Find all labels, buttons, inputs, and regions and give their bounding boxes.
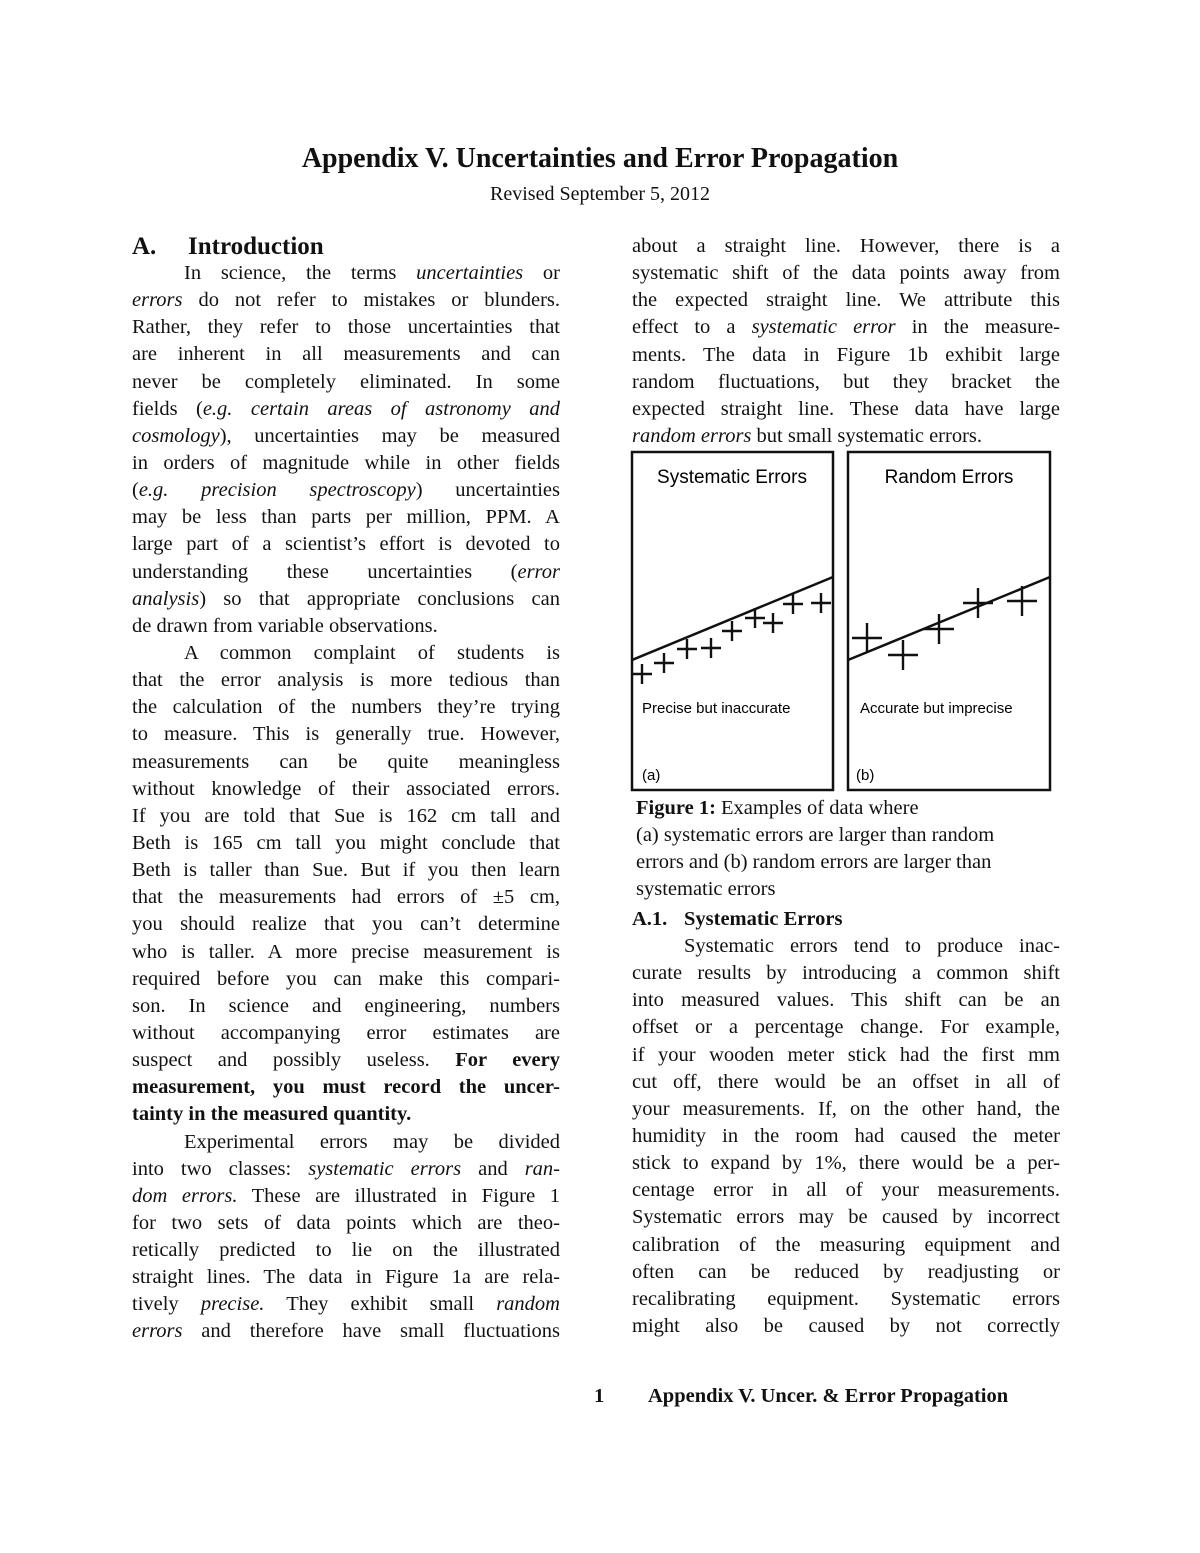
text-line xyxy=(132,1047,560,1074)
text-segment: without knowledge of their associated errors. xyxy=(132,777,560,800)
panel-a-points xyxy=(632,593,831,684)
text-segment: into measured values. This shift can be an xyxy=(632,989,1060,1012)
text-line xyxy=(132,667,560,694)
text-segment: do not refer to mistakes or blunders. xyxy=(182,289,560,312)
text-segment: random fluctuations, but they bracket the xyxy=(632,370,1060,393)
text-segment: retically predicted to lie on the illustrated xyxy=(132,1239,560,1262)
text-segment: large part of a scientist’s effort is devoted to xyxy=(132,533,560,556)
text-line xyxy=(132,749,560,776)
text-segment: son. In science and engineering, numbers xyxy=(132,994,560,1017)
text-line xyxy=(132,694,560,721)
text-segment: ) uncertainties xyxy=(415,479,560,502)
text-line xyxy=(132,1101,560,1128)
text-line xyxy=(132,423,560,450)
text-segment: If you are told that Sue is 162 cm tall and xyxy=(132,804,560,827)
section-heading-systematic-errors xyxy=(632,906,1060,933)
text-segment: random errors xyxy=(632,424,752,447)
text-line xyxy=(132,1291,560,1318)
text-segment: may be less than parts per million, PPM. A xyxy=(132,506,560,529)
text-segment: into two classes: xyxy=(132,1157,309,1180)
text-segment: calibration of the measuring equipment and xyxy=(632,1233,1060,1256)
text-segment: precise. xyxy=(200,1293,265,1316)
text-segment: Rather, they refer to those uncertainties that xyxy=(132,316,560,339)
text-segment: effect to a xyxy=(632,316,752,339)
caption-label: Figure 1: xyxy=(636,797,716,819)
text-segment: that the measurements had errors of ±5 cm, xyxy=(132,886,560,909)
text-segment: errors xyxy=(132,1320,183,1343)
page-number: 1 xyxy=(594,1385,605,1407)
panel-a-title: Systematic Errors xyxy=(657,467,807,488)
text-line xyxy=(132,1156,560,1183)
text-line xyxy=(132,966,560,993)
text-segment: understanding these uncertainties ( xyxy=(132,560,518,583)
panel-systematic-errors xyxy=(632,452,833,790)
text-line xyxy=(132,1183,560,1210)
caption-line xyxy=(636,795,1064,822)
text-segment: often can be reduced by readjusting or xyxy=(632,1260,1060,1283)
text-segment: are inherent in all measurements and can xyxy=(132,343,560,366)
caption-text: Examples of data where xyxy=(715,797,919,819)
text-segment: stick to expand by 1%, there would be a per- xyxy=(632,1152,1060,1175)
text-segment: Beth is taller than Sue. But if you then learn xyxy=(132,859,560,882)
text-line xyxy=(132,504,560,531)
text-segment: Experimental errors may be divided xyxy=(184,1130,560,1153)
text-segment: in orders of magnitude while in other fields xyxy=(132,451,560,474)
text-line xyxy=(632,1204,1060,1231)
text-segment: ran- xyxy=(524,1157,560,1180)
figure-1 xyxy=(630,450,1060,795)
text-line xyxy=(632,396,1060,423)
text-segment: straight lines. The data in Figure 1a are rela- xyxy=(132,1266,560,1289)
text-segment: the calculation of the numbers they’re trying xyxy=(132,696,560,719)
panel-b-expected-line xyxy=(848,577,1050,660)
text-line xyxy=(632,287,1060,314)
text-line xyxy=(632,960,1060,987)
right-column-bottom xyxy=(632,906,1060,1340)
text-segment: offset or a percentage change. For example, xyxy=(632,1016,1060,1039)
figure-caption xyxy=(636,795,1064,904)
text-segment: systematic shift of the data points away from xyxy=(632,262,1060,285)
text-segment: your measurements. If, on the other hand, the xyxy=(632,1097,1060,1120)
text-segment: humidity in the room had caused the meter xyxy=(632,1124,1060,1147)
section-title: Introduction xyxy=(188,233,324,260)
text-segment: ments. The data in Figure 1b exhibit large xyxy=(632,343,1060,366)
text-segment: or xyxy=(523,262,561,284)
text-line xyxy=(132,939,560,966)
text-line xyxy=(632,314,1060,341)
text-segment: ( xyxy=(132,479,139,502)
caption-line: (a) systematic errors are larger than random xyxy=(636,824,995,847)
section-heading-introduction xyxy=(132,233,560,260)
text-line xyxy=(132,260,560,287)
text-segment: tively xyxy=(132,1293,201,1316)
text-line xyxy=(132,640,560,667)
text-segment: if your wooden meter stick had the first mm xyxy=(632,1043,1060,1066)
left-column xyxy=(132,233,560,1346)
plus-data-point xyxy=(763,613,783,633)
text-line xyxy=(132,776,560,803)
panel-b-frame xyxy=(848,452,1050,790)
text-segment: that the error analysis is more tedious than xyxy=(132,669,560,692)
text-line xyxy=(132,1210,560,1237)
text-segment: to measure. This is generally true. However, xyxy=(132,723,560,746)
text-segment: uncertainties xyxy=(416,262,524,284)
text-line xyxy=(132,287,560,314)
body-text xyxy=(632,233,1060,450)
text-line xyxy=(132,1129,560,1156)
text-segment: expected straight line. These data have large xyxy=(632,397,1060,420)
text-segment: error xyxy=(517,560,560,583)
body-text xyxy=(632,933,1060,1340)
text-segment: in the measure- xyxy=(895,316,1060,339)
text-line xyxy=(132,721,560,748)
text-segment: recalibrating equipment. Systematic errors xyxy=(632,1287,1060,1310)
text-line xyxy=(132,993,560,1020)
text-segment: who is taller. A more precise measurement is xyxy=(132,940,560,963)
text-segment: ), uncertainties may be measured xyxy=(219,424,560,447)
panel-a-tag: (a) xyxy=(642,767,661,784)
text-line xyxy=(632,423,1060,450)
text-segment: about a straight line. However, there is a xyxy=(632,235,1060,257)
text-segment: you should realize that you can’t determine xyxy=(132,913,560,936)
text-segment: never be completely eliminated. In some xyxy=(132,370,560,393)
text-segment: required before you can make this compari- xyxy=(132,967,560,990)
right-column-top xyxy=(632,233,1060,450)
text-segment: but small systematic errors. xyxy=(751,424,982,447)
text-segment: fields ( xyxy=(132,397,203,420)
text-segment: de drawn from variable observations. xyxy=(132,614,438,637)
text-segment: measurements can be quite meaningless xyxy=(132,750,560,773)
text-segment: For every xyxy=(455,1049,560,1072)
text-segment: suspect and possibly useless. xyxy=(132,1049,456,1072)
text-line xyxy=(132,341,560,368)
text-segment: measurement, you must record the uncer- xyxy=(132,1076,560,1099)
text-line xyxy=(132,477,560,504)
text-line xyxy=(632,1069,1060,1096)
text-line xyxy=(132,559,560,586)
text-line xyxy=(132,450,560,477)
text-segment: analysis xyxy=(132,587,200,610)
text-segment: errors xyxy=(132,289,183,312)
text-line xyxy=(632,1096,1060,1123)
revision-date: Revised September 5, 2012 xyxy=(490,183,710,205)
section-number: A. xyxy=(132,233,157,260)
text-line xyxy=(132,1020,560,1047)
text-line xyxy=(132,830,560,857)
text-segment: cosmology xyxy=(132,424,220,447)
text-segment: e.g. precision spectroscopy xyxy=(138,479,416,502)
text-segment: Systematic errors may be caused by incorrect xyxy=(632,1206,1060,1229)
plus-data-point xyxy=(677,639,697,659)
text-line xyxy=(132,857,560,884)
text-segment: ) so that appropriate conclusions can xyxy=(199,587,560,610)
panel-a-expected-line xyxy=(632,577,833,660)
text-segment: for two sets of data points which are theo- xyxy=(132,1211,560,1234)
text-line xyxy=(132,1318,560,1345)
text-line xyxy=(632,933,1060,960)
panel-random-errors xyxy=(848,452,1050,790)
text-line xyxy=(632,1042,1060,1069)
plus-data-point xyxy=(654,653,674,673)
plus-data-point xyxy=(701,638,721,658)
text-line xyxy=(632,1123,1060,1150)
text-segment: tainty in the measured quantity. xyxy=(132,1103,412,1126)
text-line xyxy=(132,396,560,423)
plus-data-point xyxy=(632,664,652,684)
text-segment: In science, the terms xyxy=(184,262,417,284)
text-segment: They exhibit small xyxy=(264,1293,497,1316)
text-segment: and therefore have small fluctuations xyxy=(182,1320,560,1343)
text-line xyxy=(132,884,560,911)
text-line xyxy=(132,613,560,640)
text-segment: systematic errors xyxy=(308,1157,462,1180)
text-segment: and xyxy=(461,1157,525,1180)
caption-line: errors and (b) random errors are larger than xyxy=(636,851,992,874)
text-line xyxy=(132,369,560,396)
text-segment: centage error in all of your measurements. xyxy=(632,1179,1060,1202)
text-line xyxy=(632,260,1060,287)
text-line xyxy=(132,1237,560,1264)
text-line xyxy=(632,1286,1060,1313)
running-footer: Appendix V. Uncer. & Error Propagation xyxy=(648,1385,1009,1407)
text-segment: the expected straight line. We attribute this xyxy=(632,289,1060,312)
text-line xyxy=(132,1264,560,1291)
section-number: A.1. xyxy=(632,908,668,930)
text-line xyxy=(132,314,560,341)
panel-b-points xyxy=(852,586,1037,670)
panel-b-tag: (b) xyxy=(856,767,875,784)
text-segment: dom errors. xyxy=(132,1184,238,1207)
text-line xyxy=(632,342,1060,369)
text-segment: without accompanying error estimates are xyxy=(132,1021,560,1044)
text-segment: Beth is 165 cm tall you might conclude that xyxy=(132,831,560,854)
text-line xyxy=(132,803,560,830)
caption-line: systematic errors xyxy=(636,878,776,901)
plus-data-point xyxy=(963,588,993,618)
text-segment: might also be caused by not correctly xyxy=(632,1314,1060,1337)
plus-data-point xyxy=(722,621,742,641)
text-segment: cut off, there would be an offset in all of xyxy=(632,1070,1060,1093)
text-line xyxy=(632,1150,1060,1177)
text-segment: curate results by introducing a common shift xyxy=(632,962,1060,985)
text-line xyxy=(632,1259,1060,1286)
text-line xyxy=(632,233,1060,260)
plus-data-point xyxy=(888,640,918,670)
text-line xyxy=(132,531,560,558)
panel-b-title: Random Errors xyxy=(884,467,1014,488)
text-line xyxy=(632,1177,1060,1204)
text-line xyxy=(632,369,1060,396)
text-segment: A common complaint of students is xyxy=(184,641,560,664)
text-line xyxy=(132,911,560,938)
section-title: Systematic Errors xyxy=(684,908,843,930)
text-line xyxy=(632,987,1060,1014)
text-line xyxy=(632,1313,1060,1340)
page-title: Appendix V. Uncertainties and Error Propagation xyxy=(301,143,899,174)
text-segment: systematic error xyxy=(751,316,896,339)
panel-b-label: Accurate but imprecise xyxy=(860,700,1013,717)
text-segment: random xyxy=(496,1293,560,1316)
text-segment: These are illustrated in Figure 1 xyxy=(237,1184,560,1207)
text-segment: e.g. certain areas of astronomy and xyxy=(202,397,561,420)
text-line xyxy=(632,1014,1060,1041)
text-line xyxy=(632,1232,1060,1259)
plus-data-point xyxy=(811,593,831,613)
text-line xyxy=(132,586,560,613)
plus-data-point xyxy=(1007,586,1037,616)
panel-a-label: Precise but inaccurate xyxy=(642,700,791,717)
text-line xyxy=(132,1074,560,1101)
text-segment: Systematic errors tend to produce inac- xyxy=(684,935,1060,957)
body-text xyxy=(132,260,560,1346)
